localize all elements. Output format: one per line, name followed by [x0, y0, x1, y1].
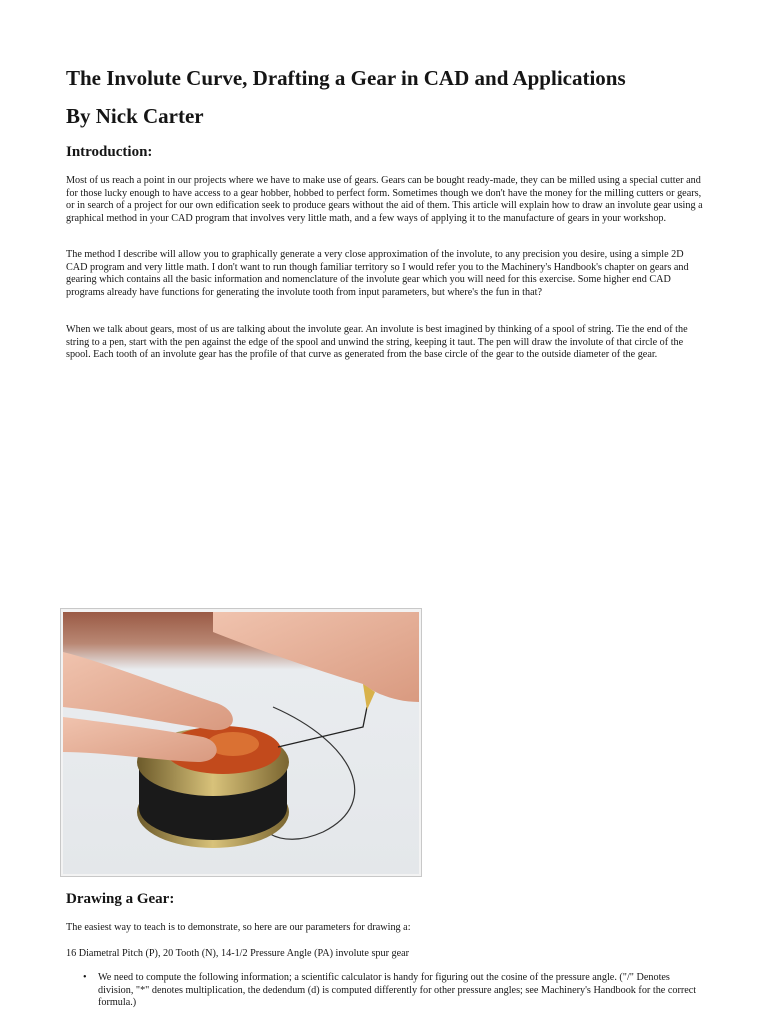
drawing-heading: Drawing a Gear:	[66, 891, 175, 907]
article-byline: By Nick Carter	[66, 104, 204, 128]
intro-paragraph-1: Most of us reach a point in our projects where we have to make use of gears. Gears can be bought ready-made, they can be milled using a special cutter and for those lucky enough to have access to a gear hobber, hobbed to perfect form. Sometimes though we don't have the money for the milling cutters or gears, or in search of a project for our own edification seek to produce gears without the aid of them. This article will explain how to draw an involute gear using a graphical method in your CAD program that involves very little math, and a few ways of applying it to the manufacture of gears in your workshop.	[66, 175, 703, 224]
requirements-list	[66, 972, 706, 1010]
spool-photo	[60, 608, 422, 877]
intro-paragraph-2: The method I describe will allow you to graphically generate a very close approximation of the involute, to any precision you desire, using a simple 2D CAD program and very little math. I don't want to run though familiar territory so I would refer you to the Machinery's Handbook's chapter on gears and gearing which contains all the basic information and nomenclature of the involute gear which you will need for this exercise. Some higher end CAD programs already have functions for generating the involute tooth from input parameters, but where's the fun in that?	[66, 249, 689, 298]
article-title: The Involute Curve, Drafting a Gear in CAD and Applications	[66, 66, 626, 90]
list-item	[66, 972, 706, 1010]
list-item-text: We need to compute the following information; a scientific calculator is handy for figuring out the cosine of the pressure angle. ("/" Denotes division, "*" denotes multiplication, the dedendum (d) is computed differently for other pressure angles; see Machinery's Handbook for the correct formula.)	[98, 972, 697, 1009]
intro-paragraph-3: When we talk about gears, most of us are talking about the involute gear. An involute is best imagined by thinking of a spool of string. Tie the end of the string to a pen, start with the pen against the edge of the spool and unwind the string, keeping it taut. The pen will draw the involute of that circle of the spool. Each tooth of an involute gear has the profile of that curve as generated from the base circle of the gear to the outside diameter of the gear.	[66, 324, 688, 361]
spool-involute-illustration	[63, 612, 419, 874]
intro-heading: Introduction:	[66, 144, 153, 160]
drawing-intro: The easiest way to teach is to demonstrate, so here are our parameters for drawing a:	[66, 922, 411, 933]
bullet-icon: •	[83, 972, 87, 983]
gear-spec: 16 Diametral Pitch (P), 20 Tooth (N), 14-1/2 Pressure Angle (PA) involute spur gear	[66, 948, 410, 959]
